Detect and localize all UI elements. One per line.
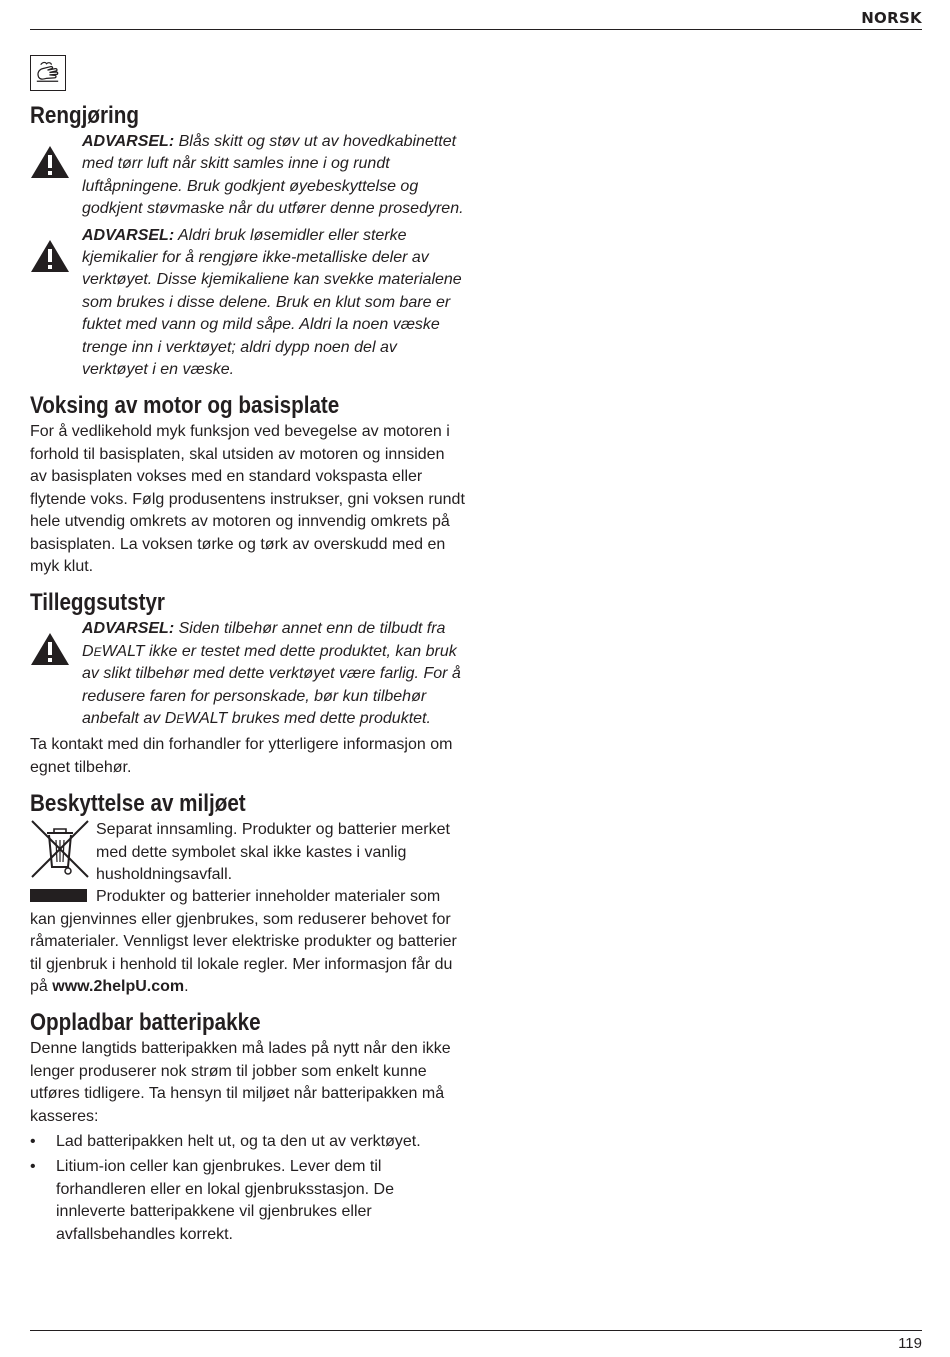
- list-item: • Lad batteripakken helt ut, og ta den ut av verktøyet.: [30, 1131, 465, 1153]
- environment-section: [30, 789, 465, 998]
- warning-triangle-icon: [30, 225, 72, 278]
- warning-triangle-icon: [30, 131, 72, 184]
- separate-collection-text: Separat innsamling. Produkter og batterier merket med dette symbolet skal ikke kastes i vanlig husholdningsavfall.: [96, 821, 450, 883]
- separation-bar-icon: [30, 889, 87, 902]
- battery-body: Denne langtids batteripakken må lades på nytt når den ikke lenger produserer nok strøm til jobber som enkelt kunne utføres tidligere. Ta hensyn til miljøet når batteripakken må kasseres:: [30, 1040, 451, 1125]
- accessories-body: Ta kontakt med din forhandler for ytterligere informasjon om egnet tilbehør.: [30, 736, 453, 776]
- recycle-text: Produkter og batterier inneholder materialer som kan gjenvinnes eller gjenbrukes, som reduserer behovet for råmaterialer. Vennligst lever elektriske produkter og batterier til gjenbruk i henhold til lokale regler. Mer informasjon får du på: [30, 888, 457, 995]
- warning-triangle-icon: [30, 618, 72, 671]
- separate-collection-row: [30, 819, 465, 886]
- url-suffix: .: [184, 978, 189, 995]
- warning-label: ADVARSEL:: [82, 133, 175, 150]
- waxing-title: Voksing av motor og basisplate: [30, 392, 340, 420]
- language-label: NORSK: [861, 9, 922, 27]
- battery-list: [30, 1131, 465, 1246]
- hand-cleaning-icon: [30, 55, 66, 91]
- page-number: 119: [898, 1335, 922, 1352]
- warning-label: ADVARSEL:: [82, 226, 175, 244]
- cleaning-title: Rengjøring: [30, 102, 139, 129]
- warning-text: Blås skitt og støv ut av hovedkabinettet med tørr luft når skitt samles inne i og rundt luftåpningene. Bruk godkjent øyebeskyttelse og godkjent støvmaske når du utfører denne prosedyren.: [82, 133, 464, 218]
- accessories-title: Tilleggsutstyr: [30, 589, 165, 617]
- cleaning-warning-1: [30, 131, 465, 221]
- environment-title: Beskyttelse av miljøet: [30, 790, 246, 818]
- warning-label: ADVARSEL:: [82, 620, 175, 638]
- help-url-link[interactable]: www.2helpU.com: [52, 978, 185, 995]
- crossed-out-bin-icon: [30, 819, 90, 884]
- content-column: [30, 55, 465, 1249]
- accessories-warning: [30, 618, 465, 730]
- warning-text: Siden tilbehør annet enn de tilbudt fra D: [82, 620, 446, 660]
- waxing-section: [30, 391, 465, 578]
- warning-text: WALT ikke er testet med dette produktet, kan bruk av slikt tilbehør med dette verktøyet være farlig. For å redusere faren for personskade, bør kun tilbehør anbefalt av D: [82, 642, 461, 727]
- battery-section: [30, 1008, 465, 1246]
- recycle-paragraph: [30, 886, 465, 998]
- brand-small-caps: E: [176, 711, 185, 726]
- battery-title: Oppladbar batteripakke: [30, 1009, 261, 1037]
- accessories-section: [30, 588, 465, 779]
- footer-rule: [30, 1330, 922, 1331]
- warning-text: Aldri bruk løsemidler eller sterke kjemikalier for å rengjøre ikke-metalliske deler av verktøyet. Disse kjemikaliene kan svekke materialene som brukes i disse delene. Bruk en klut som bare er fuktet med vann og mild såpe. Aldri la noen væske trenge inn i verktøyet; aldri dypp noen del av verktøyet i en væske.: [82, 226, 462, 379]
- warning-text: WALT brukes med dette produktet.: [184, 709, 431, 727]
- brand-small-caps: E: [93, 644, 102, 659]
- list-item: • Litium-ion celler kan gjenbrukes. Lever dem til forhandleren eller en lokal gjenbruksstasjon. De innleverte batteripakkene vil gjenbrukes eller avfallsbehandles korrekt.: [30, 1156, 465, 1246]
- waxing-body: For å vedlikehold myk funksjon ved bevegelse av motoren i forhold til basisplaten, skal utsiden av motoren og innsiden av basisplaten vokses med en standard vokspasta eller flytende voks. Følg produsentens instrukser, gni voksen rundt hele utvendig omkrets av motoren og innvendig omkrets på basisplaten. La voksen tørke og tørk av overskudd med en myk klut.: [30, 423, 465, 575]
- header-rule: [30, 29, 922, 30]
- cleaning-warning-2: [30, 225, 465, 382]
